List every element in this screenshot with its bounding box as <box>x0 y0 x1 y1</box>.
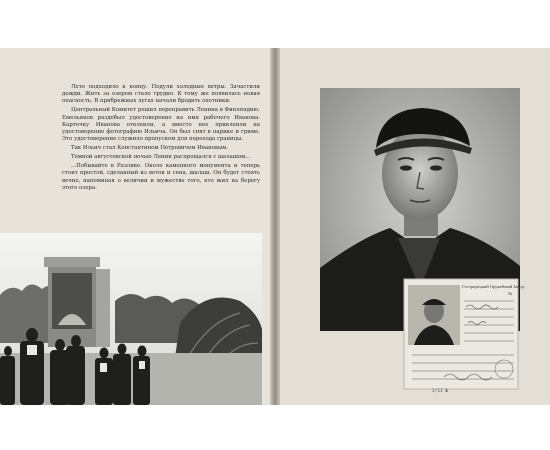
left-page-text <box>62 84 260 194</box>
document-number-mark: № <box>508 291 513 296</box>
identity-document <box>404 279 525 389</box>
razliv-visitors-photo <box>0 233 262 405</box>
paragraph-3: Так Ильич стал Константином Петровичем Ивановым. <box>71 145 229 152</box>
book-spread <box>0 48 550 405</box>
document-title: Сестрорецкий Оружейный Завод. <box>462 284 525 289</box>
paragraph-4: Темной августовской ночью Ленин распрощался с шалашом... <box>71 154 251 161</box>
paragraph-5: ...Побывайте в Разливе. Около каменного монумента и теперь стоит простой, сделанный из веток и сена, шалаш. Он будет стоять вечно, напоминая о величии и мужестве того, кто жил на берегу этого озера. <box>62 163 260 191</box>
paragraph-1: Лето подходило к концу. Подули холодные ветры. Зачастили дожди. Жить за озером стало трудно. К тому же появилась новая опасность. В прибрежных лугах начали бродить охотники. <box>62 84 260 105</box>
document-bottom-number: 2/11 № <box>432 389 449 394</box>
paragraph-2: Центральный Комитет решил переправить Ленина в Финляндию. Емельянов раздобыл удостоверение на имя рабочего Иванова. Карточку Иванова отклеили, а вместо нее приклеили на удостоверение фотографию Ильича. Он был снят в парике и гриме. Это удостоверение служило пропуском для перехода границы. <box>62 107 260 143</box>
document-illustration <box>404 279 525 389</box>
photo-illustration <box>0 233 262 405</box>
book-gutter <box>270 48 280 405</box>
